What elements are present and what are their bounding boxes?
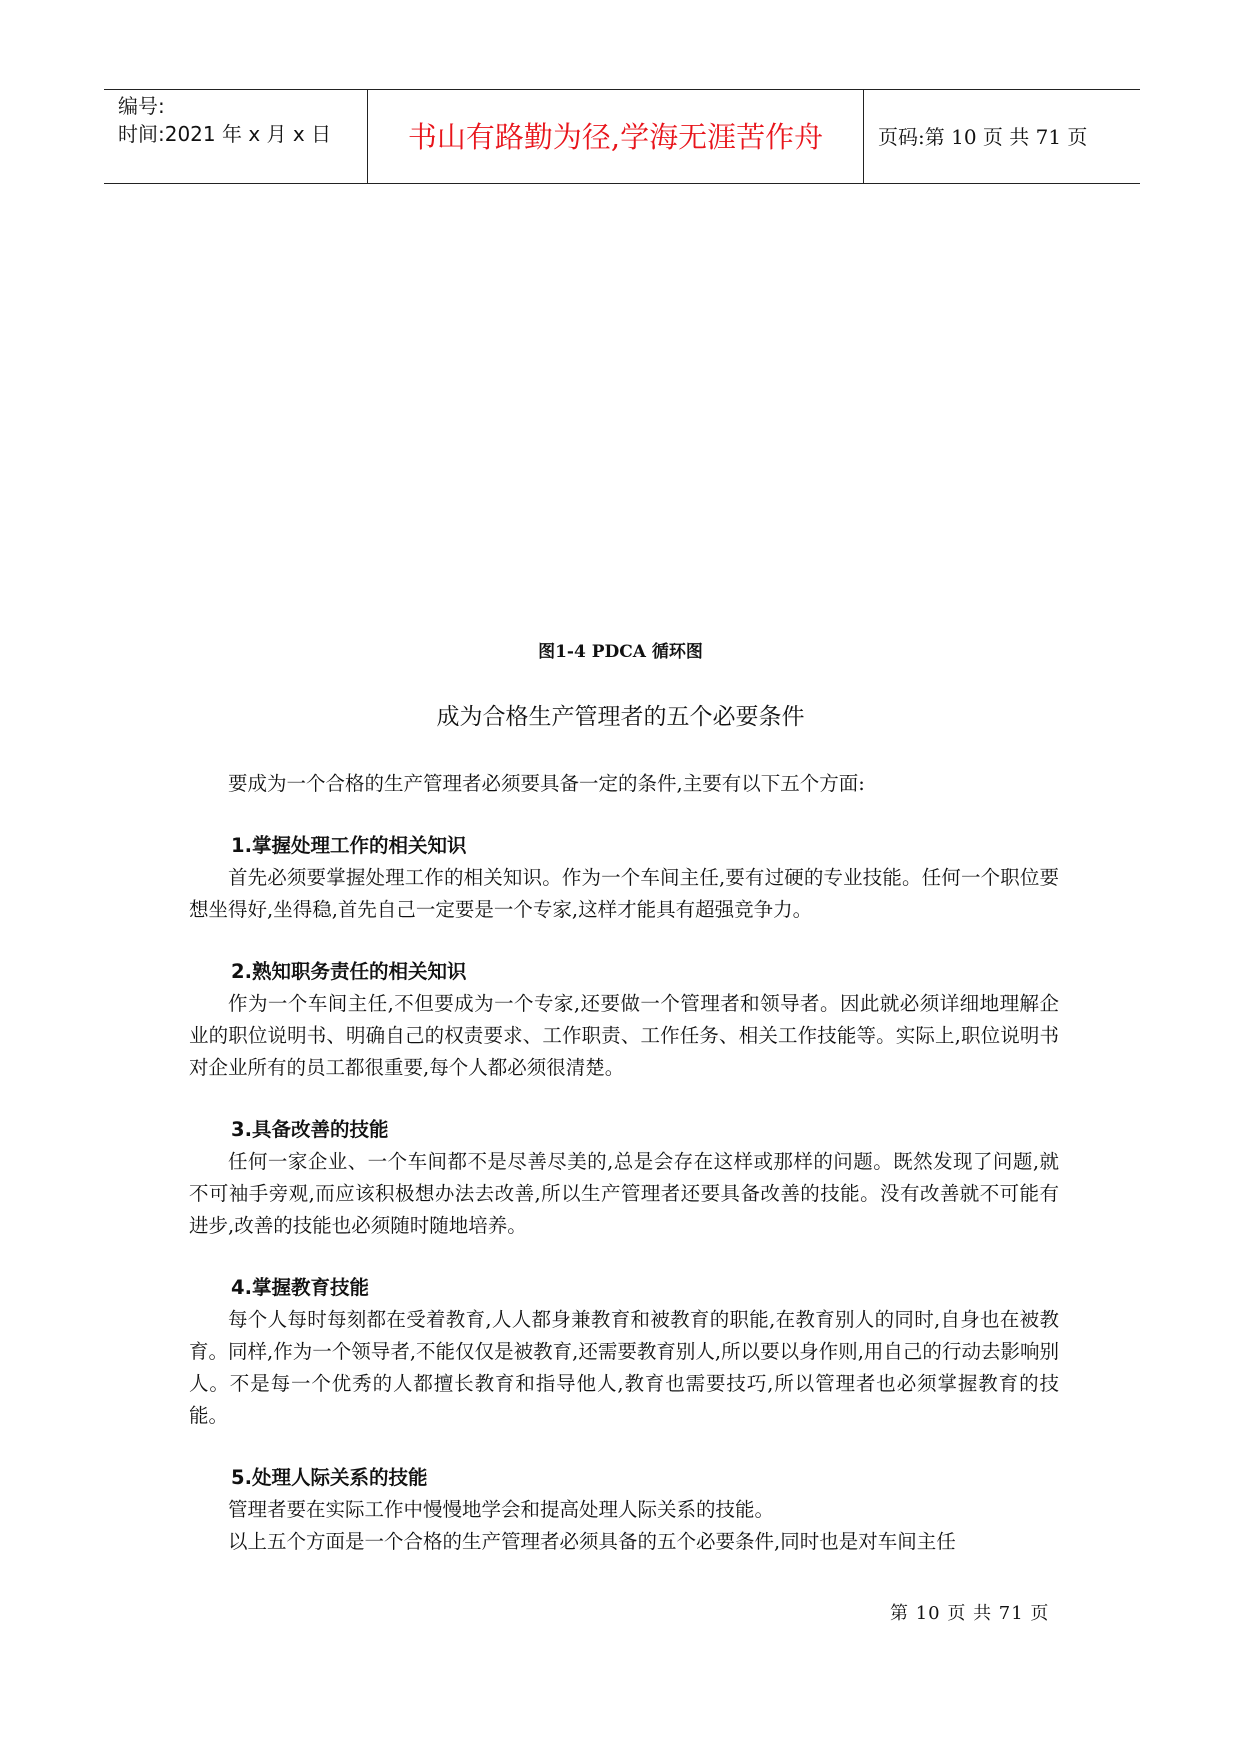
document-number-label: 编号: [118,94,165,118]
intro-paragraph: 要成为一个合格的生产管理者必须要具备一定的条件,主要有以下五个方面: [228,772,865,795]
condition-title: 3.具备改善的技能 [231,1118,389,1141]
condition-section-3 [189,1114,1059,1242]
condition-title: 1.掌握处理工作的相关知识 [231,834,467,857]
header-motto-cell [368,90,864,183]
condition-section-5 [189,1462,1059,1558]
condition-title: 5.处理人际关系的技能 [231,1466,428,1489]
figure-caption: 图1-4 PDCA 循环图 [538,642,703,662]
condition-paragraph: 首先必须要掌握处理工作的相关知识。作为一个车间主任,要有过硬的专业技能。任何一个职位要想坐得好,坐得稳,首先自己一定要是一个专家,这样才能具有超强竞争力。 [189,866,1059,921]
condition-section-1 [189,830,1059,926]
condition-paragraph: 任何一家企业、一个车间都不是尽善尽美的,总是会存在这样或那样的问题。既然发现了问题,就不可袖手旁观,而应该积极想办法去改善,所以生产管理者还要具备改善的技能。没有改善就不可能有进步,改善的技能也必须随时随地培养。 [189,1150,1059,1237]
condition-title: 2.熟知职务责任的相关知识 [231,960,467,983]
header-right-cell [864,90,1140,183]
page-header [104,89,1140,184]
condition-title: 4.掌握教育技能 [231,1276,369,1299]
section-heading: 成为合格生产管理者的五个必要条件 [436,704,805,730]
condition-section-4 [189,1272,1059,1432]
condition-paragraph: 每个人每时每刻都在受着教育,人人都身兼教育和被教育的职能,在教育别人的同时,自身也在被教育。同样,作为一个领导者,不能仅仅是被教育,还需要教育别人,所以要以身作则,用自己的行动去影响别人。不是每一个优秀的人都擅长教育和指导他人,教育也需要技巧,所以管理者也必须掌握教育的技能。 [189,1308,1059,1427]
document-time-label: 时间:2021 年 x 月 x 日 [118,122,332,146]
header-motto: 书山有路勤为径,学海无涯苦作舟 [407,120,824,154]
page-footer: 第 10 页 共 71 页 [890,1603,1050,1624]
summary-paragraph: 以上五个方面是一个合格的生产管理者必须具备的五个必要条件,同时也是对车间主任 [228,1530,956,1553]
condition-paragraph: 管理者要在实际工作中慢慢地学会和提高处理人际关系的技能。 [228,1498,775,1521]
body-content [189,768,1059,1558]
header-page-info: 页码:第 10 页 共 71 页 [878,125,1088,149]
condition-paragraph: 作为一个车间主任,不但要成为一个专家,还要做一个管理者和领导者。因此就必须详细地理解企业的职位说明书、明确自己的权责要求、工作职责、工作任务、相关工作技能等。实际上,职位说明书对企业所有的员工都很重要,每个人都必须很清楚。 [189,992,1059,1079]
header-left-cell [104,90,368,183]
condition-section-2 [189,956,1059,1084]
